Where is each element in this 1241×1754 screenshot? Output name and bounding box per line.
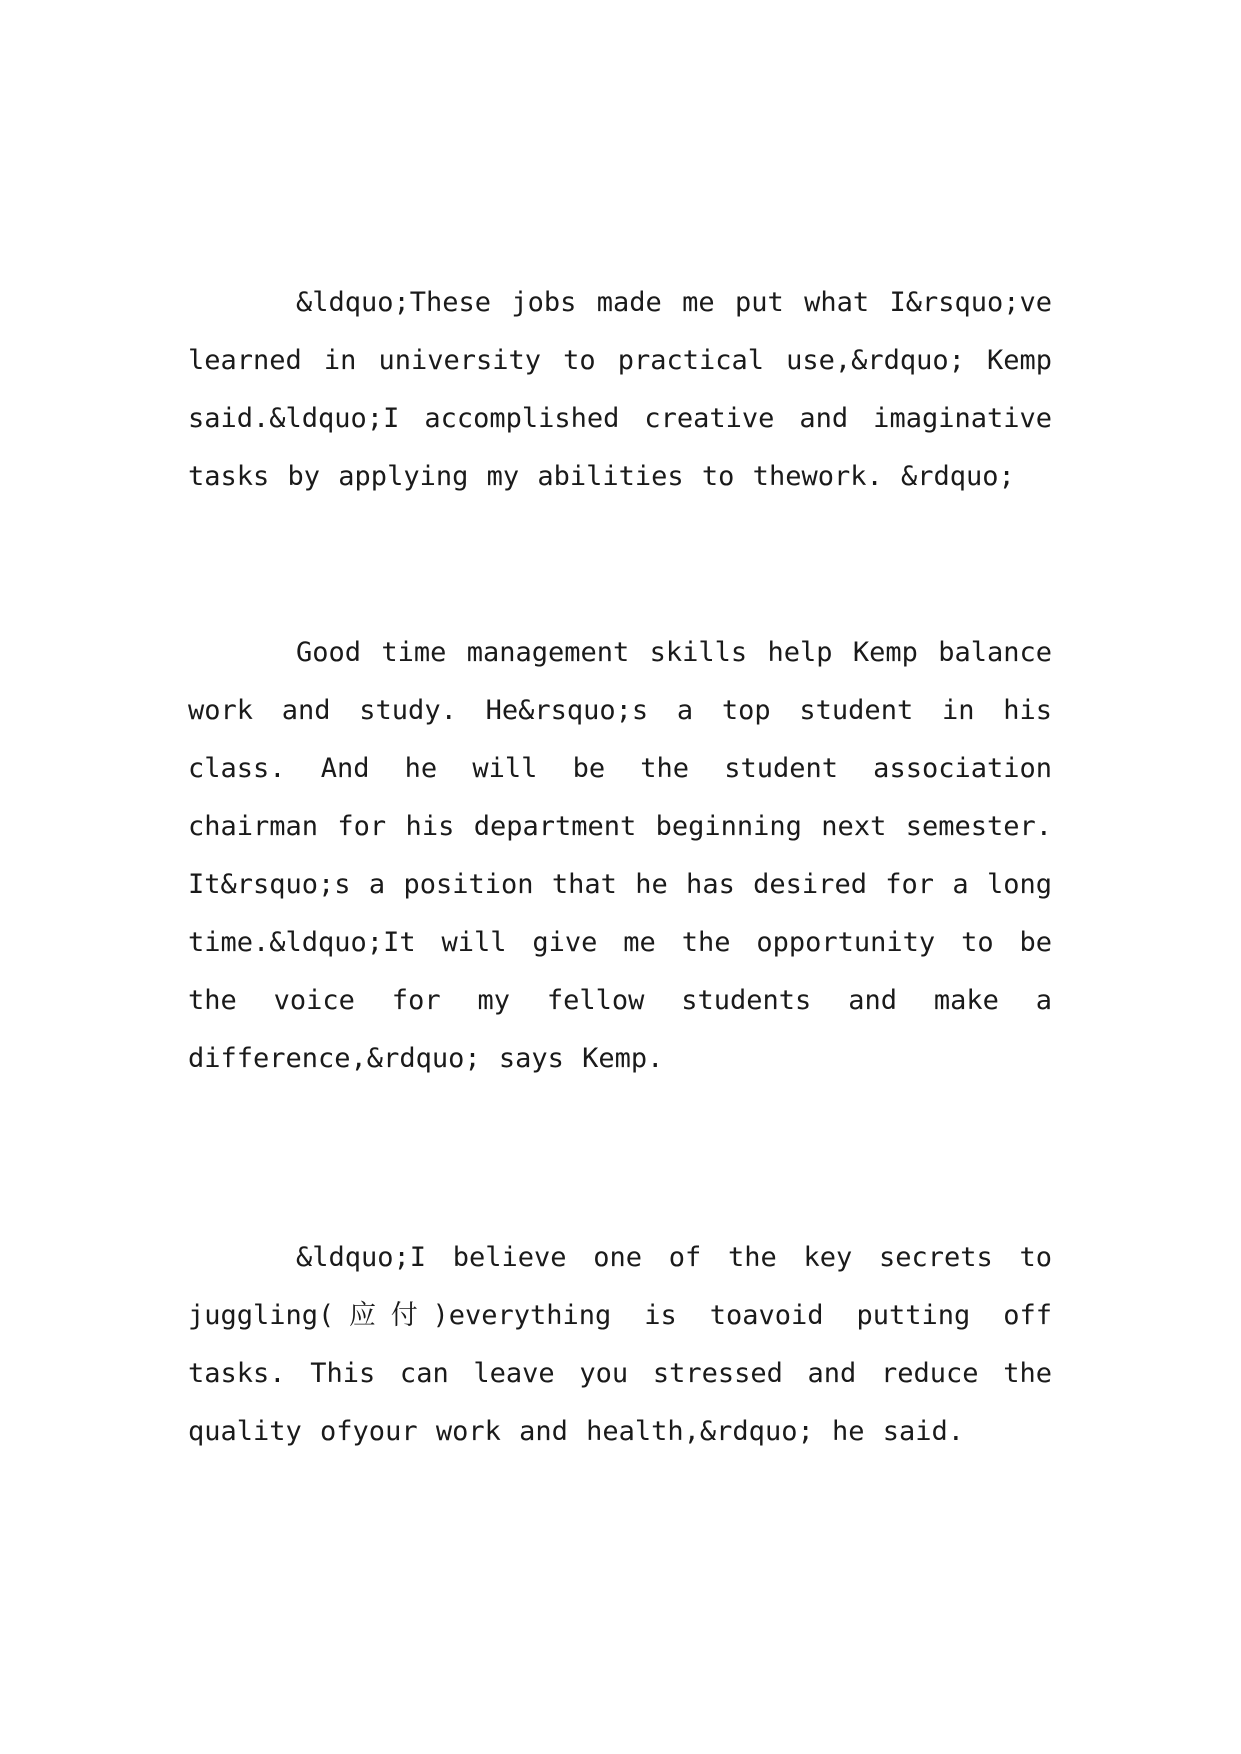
paragraph-2: Good time management skills help Kemp balance work and study. He&rsquo;s a top student in his class. And he will be the student association chairman for his department beginning next semester. It&rsquo;s a position that he has desired for a long time.&ldquo;It will give me the opportunity to be the voice for my fellow students and make a difference,&rdquo; says Kemp. — [188, 637, 1052, 1074]
paragraph-3: &ldquo;I believe one of the key secrets to juggling(应付)everything is toavoid putting off tasks. This can leave you stressed and reduce the quality ofyour work and health,&rdquo; he said. — [188, 1242, 1052, 1447]
paragraph-1: &ldquo;These jobs made me put what I&rsquo;ve learned in university to practical use,&rdquo; Kemp said.&ldquo;I accomplished creative and imaginative tasks by applying my abilities to thework. &rdquo; — [188, 287, 1052, 492]
